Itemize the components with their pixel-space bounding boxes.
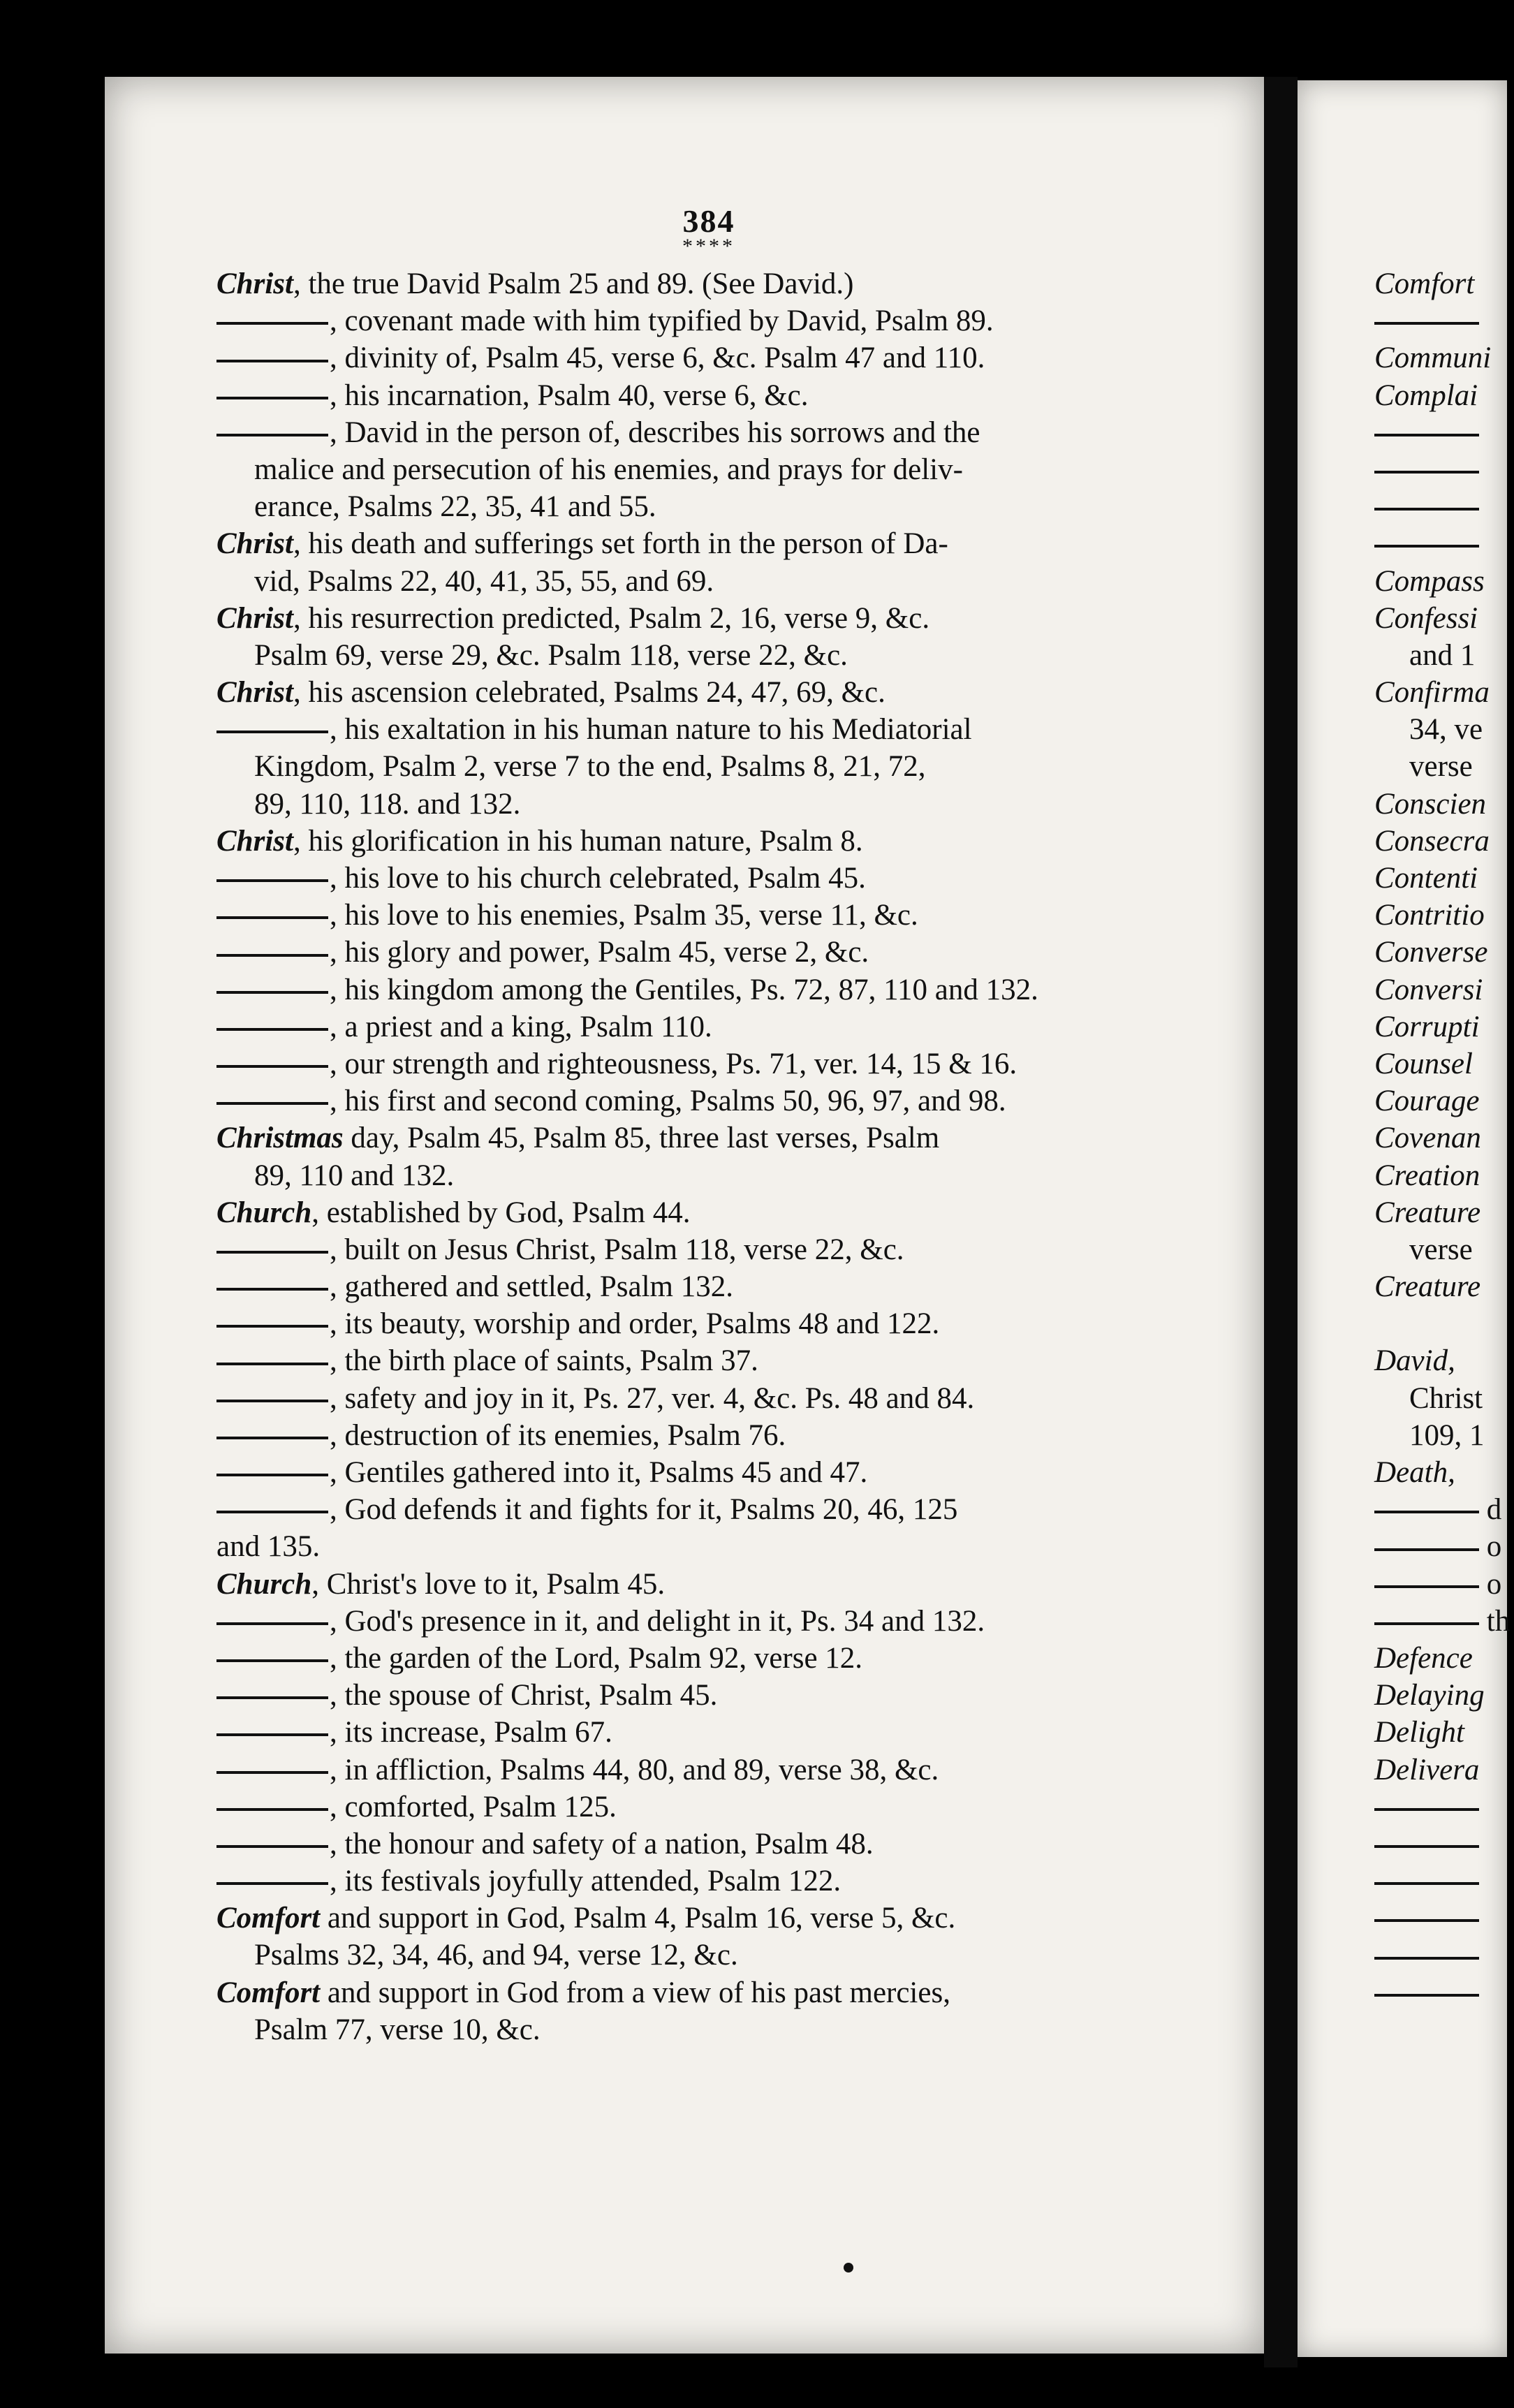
index-line [216,451,1180,488]
entry-heading: Conversi [1374,973,1483,1006]
ditto-rule [216,1882,328,1885]
entry-text: , covenant made with him typified by David, Psalm 89. [330,304,994,338]
entry-text: , his love to his church celebrated, Psalm 45. [330,862,866,895]
entry-heading: Church [216,1567,312,1601]
right-page-line [1374,1194,1514,1231]
right-page-line [1374,786,1514,823]
entry-heading: Comfort [216,1902,321,1935]
entry-heading: Death, [1374,1456,1455,1489]
right-page-line [1374,971,1514,1008]
entry-text: , his resurrection predicted, Psalm 2, 16, verse 9, &c. [293,601,930,635]
right-page-line [1374,488,1514,525]
index-line [216,1937,1180,1974]
entry-heading: Creature [1374,1270,1481,1304]
ditto-rule [216,1288,328,1291]
index-line [216,1045,1180,1082]
right-page-line [1374,897,1514,934]
entry-text: , the garden of the Lord, Psalm 92, verse 12. [330,1641,863,1675]
entry-text: d [1479,1493,1502,1527]
entry-heading: Contenti [1374,862,1478,895]
right-page-line [1374,339,1514,376]
index-line [216,1231,1180,1268]
ditto-rule [216,1771,328,1774]
right-page-line [1374,1231,1514,1268]
entry-heading: Christ [216,527,293,561]
index-line [216,1974,1180,2011]
entry-text: , his first and second coming, Psalms 50, 96, 97, and 98. [330,1085,1006,1118]
entry-heading: Christmas [216,1122,344,1155]
entry-text: , its festivals joyfully attended, Psalm 122. [330,1865,841,1898]
index-line [216,748,1180,785]
right-page-line [1374,1863,1514,1900]
right-page-line [1374,1677,1514,1714]
ditto-rule [1374,1994,1479,1997]
entry-heading: verse [1409,750,1473,784]
entry-text: , God's presence in it, and delight in it, Ps. 34 and 132. [330,1604,985,1638]
entry-heading: Delaying [1374,1679,1485,1712]
right-page-line [1374,1305,1514,1342]
index-line [216,1268,1180,1305]
entry-text: , comforted, Psalm 125. [330,1790,617,1823]
ditto-rule [216,360,328,362]
right-page-line [1374,1566,1514,1603]
index-line [216,1566,1180,1603]
entry-text: Psalm 69, verse 29, &c. Psalm 118, verse 22, &c. [254,638,848,672]
right-page-line [1374,1528,1514,1565]
entry-heading: Corrupti [1374,1010,1480,1043]
entry-text: day, Psalm 45, Psalm 85, three last verses, Psalm [343,1122,940,1155]
ditto-rule [216,1808,328,1811]
right-page-line [1374,1900,1514,1937]
entry-heading: Confessi [1374,601,1478,635]
index-line [216,711,1180,748]
index-line [216,786,1180,823]
index-line [216,1826,1180,1863]
index-line [216,2011,1180,2048]
entry-text: and support in God from a view of his past mercies, [320,1976,950,2009]
index-line [216,637,1180,674]
entry-text: vid, Psalms 22, 40, 41, 35, 55, and 69. [254,564,714,598]
entry-text: 89, 110 and 132. [254,1159,455,1192]
index-line [216,1157,1180,1194]
entry-text: 89, 110, 118. and 132. [254,787,521,821]
entry-text: , our strength and righteousness, Ps. 71, ver. 14, 15 & 16. [330,1047,1017,1080]
right-page-line [1374,860,1514,897]
ditto-rule [216,1733,328,1736]
index-line [216,1082,1180,1119]
right-page-line [1374,600,1514,637]
ditto-rule [1374,1585,1479,1588]
index-line [216,302,1180,339]
entry-text: , his glorification in his human nature, Psalm 8. [293,824,863,858]
entry-text: , his death and sufferings set forth in the person of Da- [293,527,948,561]
index-line [216,1528,1180,1565]
index-line [216,1752,1180,1789]
ditto-rule [216,1325,328,1328]
entry-heading: verse [1409,1233,1473,1266]
right-page-line [1374,265,1514,302]
index-line [216,1491,1180,1528]
book-gutter [1264,77,1298,2367]
entry-heading: Communi [1374,342,1492,375]
index-line [216,1900,1180,1937]
index-line [216,1380,1180,1417]
page-number: 384 [682,203,735,239]
right-page-line [1374,637,1514,674]
ditto-rule [216,954,328,957]
index-line [216,860,1180,897]
right-page-line [1374,823,1514,860]
entry-heading: Defence [1374,1641,1473,1675]
ditto-rule [1374,1882,1479,1885]
ditto-rule [1374,1845,1479,1848]
entry-text: , David in the person of, describes his sorrows and the [330,416,980,449]
entry-text: erance, Psalms 22, 35, 41 and 55. [254,490,656,524]
entry-heading: Comfort [216,1976,321,2009]
entry-heading: Consecra [1374,824,1490,858]
ditto-rule [216,1028,328,1031]
ditto-rule [216,1251,328,1254]
index-line [216,1417,1180,1454]
ditto-rule [216,1363,328,1365]
ditto-rule [216,1622,328,1625]
entry-text: malice and persecution of his enemies, and prays for deliv- [254,453,963,486]
entry-heading: Complai [1374,379,1478,412]
right-page-line [1374,1789,1514,1826]
entry-text: and support in God, Psalm 4, Psalm 16, verse 5, &c. [320,1902,956,1935]
index-line [216,823,1180,860]
entry-text: , divinity of, Psalm 45, verse 6, &c. Psalm 47 and 110. [330,342,985,375]
right-page-line [1374,1826,1514,1863]
index-line [216,1194,1180,1231]
entry-heading: Christ [216,676,293,710]
entry-text: , its beauty, worship and order, Psalms 48 and 122. [330,1307,940,1341]
index-line [216,563,1180,600]
ditto-rule [216,1696,328,1699]
ditto-rule [216,991,328,994]
entry-heading: 34, ve [1409,713,1483,747]
entry-text: Psalms 32, 34, 46, and 94, verse 12, &c. [254,1939,738,1972]
ditto-rule [216,1845,328,1848]
entry-heading: Courage [1374,1085,1480,1118]
entry-heading: David, [1374,1344,1455,1378]
ditto-rule [1374,1919,1479,1922]
right-page-line [1374,1974,1514,2011]
ditto-rule [216,1102,328,1105]
entry-heading: Christ [216,267,293,300]
right-page-line [1374,377,1514,414]
entry-text: , God defends it and fights for it, Psalms 20, 46, 125 [330,1493,958,1527]
entry-heading: Delivera [1374,1753,1480,1786]
right-page-line [1374,1380,1514,1417]
entry-text: , destruction of its enemies, Psalm 76. [330,1418,786,1452]
ditto-rule [216,1437,328,1439]
entry-text: , his glory and power, Psalm 45, verse 2, &c. [330,936,869,969]
entry-heading: Christ [1409,1381,1483,1415]
index-line [216,971,1180,1008]
index-line [216,488,1180,525]
ditto-rule [216,397,328,399]
index-line [216,1119,1180,1157]
index-line [216,265,1180,302]
right-page-line [1374,563,1514,600]
entry-text: Psalm 77, verse 10, &c. [254,2013,541,2046]
ditto-rule [216,1511,328,1513]
right-page-line [1374,1045,1514,1082]
right-page-line [1374,1640,1514,1677]
entry-text: , its increase, Psalm 67. [330,1716,612,1749]
index-entries [216,265,1180,2048]
entry-text: , established by God, Psalm 44. [311,1196,691,1229]
index-line [216,1008,1180,1045]
ditto-rule [1374,1808,1479,1811]
entry-heading: Creation [1374,1159,1480,1192]
right-page-line [1374,1082,1514,1119]
entry-text: th [1479,1604,1511,1638]
index-line [216,1454,1180,1491]
right-page-line [1374,525,1514,562]
ditto-rule [1374,545,1479,548]
right-page-line [1374,1714,1514,1751]
entry-heading: Comfort [1374,267,1475,300]
index-line [216,1342,1180,1379]
ditto-rule [216,731,328,733]
entry-text: and 135. [216,1530,321,1564]
entry-text: , Gentiles gathered into it, Psalms 45 and 47. [330,1456,868,1489]
index-line [216,897,1180,934]
index-line [216,339,1180,376]
ditto-rule [216,1065,328,1068]
entry-text: Kingdom, Psalm 2, verse 7 to the end, Psalms 8, 21, 72, [254,750,926,784]
entry-text: , his kingdom among the Gentiles, Ps. 72, 87, 110 and 132. [330,973,1038,1006]
ditto-rule [216,1474,328,1476]
index-line [216,1789,1180,1826]
index-line [216,934,1180,971]
entry-text: , his exaltation in his human nature to his Mediatorial [330,713,972,747]
entry-text: , safety and joy in it, Ps. 27, ver. 4, &c. Ps. 48 and 84. [330,1381,975,1415]
entry-text: , in affliction, Psalms 44, 80, and 89, verse 38, &c. [330,1753,939,1786]
index-line [216,414,1180,451]
ditto-rule [1374,1511,1479,1513]
right-page-line [1374,1342,1514,1379]
ditto-rule [1374,471,1479,473]
entry-heading: Christ [216,824,293,858]
ditto-rule [216,879,328,882]
index-line [216,600,1180,637]
right-page-line [1374,1008,1514,1045]
entry-text: , the birth place of saints, Psalm 37. [330,1344,758,1378]
entry-text: , the honour and safety of a nation, Psalm 48. [330,1827,874,1860]
right-page-line [1374,748,1514,785]
entry-heading: Covenan [1374,1122,1481,1155]
entry-heading: Contritio [1374,899,1485,932]
right-page-line [1374,1268,1514,1305]
entry-text: , gathered and settled, Psalm 132. [330,1270,733,1304]
ditto-rule [1374,322,1479,325]
index-line [216,1863,1180,1900]
ditto-rule [1374,434,1479,436]
right-page-line [1374,1454,1514,1491]
right-page-line [1374,1603,1514,1640]
entry-heading: Counsel [1374,1047,1473,1080]
ditto-rule [1374,1622,1479,1625]
right-page-line [1374,1491,1514,1528]
entry-heading: Conscien [1374,787,1487,821]
right-page-line [1374,1937,1514,1974]
entry-text: , his incarnation, Psalm 40, verse 6, &c. [330,379,809,412]
entry-heading: Christ [216,601,293,635]
entry-heading: Compass [1374,564,1485,598]
right-page-line [1374,674,1514,711]
right-page-line [1374,934,1514,971]
entry-heading: Delight [1374,1716,1464,1749]
entry-heading: and 1 [1409,638,1476,672]
entry-text: , built on Jesus Christ, Psalm 118, verse 22, &c. [330,1233,904,1266]
entry-text: o [1479,1567,1502,1601]
ditto-rule [1374,508,1479,511]
index-line [216,1603,1180,1640]
right-page-line [1374,1157,1514,1194]
ditto-rule [216,322,328,325]
entry-text: , his ascension celebrated, Psalms 24, 47, 69, &c. [293,676,885,710]
entry-text: o [1479,1530,1502,1564]
entry-text: , a priest and a king, Psalm 110. [330,1010,712,1043]
entry-heading: Creature [1374,1196,1481,1229]
index-line [216,1640,1180,1677]
ditto-rule [216,434,328,436]
ditto-rule [1374,1957,1479,1960]
page-mark [844,2263,853,2273]
index-line [216,1677,1180,1714]
ornament: **** [682,235,735,258]
entry-heading: 109, 1 [1409,1418,1485,1452]
right-page-line [1374,302,1514,339]
index-line [216,1714,1180,1751]
entry-text: , the true David Psalm 25 and 89. (See David.) [293,267,854,300]
ditto-rule [1374,1548,1479,1551]
right-page-line [1374,1417,1514,1454]
entry-heading: Converse [1374,936,1488,969]
index-line [216,1305,1180,1342]
entry-heading: Church [216,1196,312,1229]
right-page-line [1374,1119,1514,1157]
ditto-rule [216,1659,328,1662]
right-page-line [1374,451,1514,488]
ditto-rule [216,916,328,919]
entry-text: , the spouse of Christ, Psalm 45. [330,1679,718,1712]
right-page-line [1374,414,1514,451]
right-page-entries [1374,265,1514,2011]
right-page-line [1374,1752,1514,1789]
entry-text: , Christ's love to it, Psalm 45. [311,1567,666,1601]
index-line [216,525,1180,562]
index-line [216,377,1180,414]
ditto-rule [216,1400,328,1402]
right-page-line [1374,711,1514,748]
index-line [216,674,1180,711]
entry-heading: Confirma [1374,676,1490,710]
entry-text: , his love to his enemies, Psalm 35, verse 11, &c. [330,899,918,932]
